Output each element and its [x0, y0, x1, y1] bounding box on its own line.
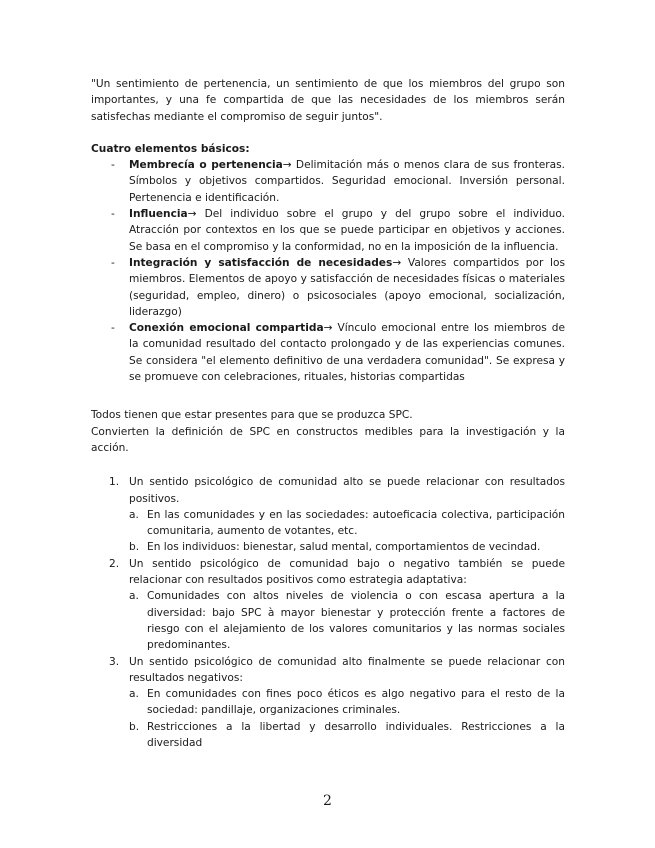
- list-item: [91, 157, 565, 206]
- sub-list-item: [129, 686, 565, 719]
- element-description: Del individuo sobre el grupo y del grupo sobre el individuo. Atracción por contextos en los que se puede participar en objetivos y acciones. Se basa en el compromiso y la conformidad, no en la imposición de la influencia.: [129, 208, 565, 253]
- sub-list: [129, 588, 565, 653]
- dash-bullet: -: [111, 208, 115, 221]
- list-item: [91, 556, 565, 654]
- sub-item-letter: a.: [129, 508, 139, 521]
- item-text: Un sentido psicológico de comunidad alto finalmente se puede relacionar con resultados negativos:: [129, 655, 565, 684]
- list-item: [91, 255, 565, 320]
- sub-item-letter: a.: [129, 590, 139, 603]
- arrow-glyph: →: [282, 159, 292, 172]
- paragraph-constructs: Convierten la definición de SPC en constructos medibles para la investigación y la acción.: [91, 425, 565, 454]
- list-item: [91, 474, 565, 555]
- item-text: Un sentido psicológico de comunidad bajo o negativo también se puede relacionar con resultados positivos como estrategia adaptativa:: [129, 557, 565, 587]
- element-term: Membrecía o pertenencia: [129, 159, 283, 172]
- element-term: Influencia: [129, 208, 188, 221]
- element-term: Integración y satisfacción de necesidades: [129, 256, 393, 269]
- sub-item-letter: a.: [129, 688, 139, 701]
- dash-bullet: -: [111, 322, 115, 335]
- sub-list: [129, 507, 565, 556]
- sub-item-text: Restricciones a la libertad y desarrollo individuales. Restricciones a la diversidad: [147, 720, 565, 749]
- arrow-glyph: →: [392, 256, 402, 269]
- sub-list-item: [129, 719, 565, 752]
- list-item: [91, 320, 565, 385]
- list-item: [91, 206, 565, 255]
- item-text: Un sentido psicológico de comunidad alto se puede relacionar con resultados positivos.: [129, 476, 565, 505]
- element-description: Valores compartidos por los miembros. Elementos de apoyo y satisfacción de necesidades físicas o materiales (seguridad, empleo, dinero) o psicosociales (apoyo emocional, socialización, liderazgo): [129, 256, 565, 318]
- element-description: Delimitación más o menos clara de sus fronteras. Símbolos y objetivos compartidos. Seguridad emocional. Inversión personal. Pertenencia e identificación.: [129, 159, 565, 204]
- sub-item-text: Comunidades con altos niveles de violencia o con escasa apertura a la diversidad: bajo SPC à mayor bienestar y protección frente a factores de riesgo con el alejamiento de los valores comunitarios y las normas sociales predominantes.: [147, 590, 565, 652]
- list-item: [91, 654, 565, 752]
- definition-quote: "Un sentimiento de pertenencia, un sentimiento de que los miembros del grupo son importantes, y una fe compartida de que las necesidades de los miembros serán satisfechas mediante el compromiso de seguir juntos".: [91, 78, 565, 123]
- elements-list: [91, 157, 565, 385]
- page-number: 2: [323, 793, 332, 809]
- sub-list-item: [129, 507, 565, 540]
- paragraph-presence: Todos tienen que estar presentes para que se produzca SPC.: [91, 409, 413, 422]
- element-term: Conexión emocional compartida: [129, 322, 324, 335]
- arrow-glyph: →: [187, 208, 197, 221]
- sub-item-text: En comunidades con fines poco éticos es algo negativo para el resto de la sociedad: pandillaje, organizaciones criminales.: [147, 688, 565, 717]
- element-description: Vínculo emocional entre los miembros de la comunidad resultado del contacto prolongado y de las experiencias comunes. Se considera "el elemento definitivo de una verdadera comunidad". Se expresa y se promueve con celebraciones, rituales, historias compartidas: [129, 322, 566, 384]
- arrow-glyph: →: [323, 322, 333, 335]
- sub-item-letter: b.: [129, 541, 140, 554]
- item-number: 1.: [109, 476, 120, 489]
- numbered-list: [91, 474, 565, 751]
- document-body: [91, 76, 565, 751]
- item-number: 2.: [109, 557, 120, 570]
- section-heading: Cuatro elementos básicos:: [91, 142, 250, 155]
- sub-list-item: [129, 539, 565, 555]
- item-number: 3.: [109, 655, 120, 668]
- sub-list-item: [129, 588, 565, 653]
- sub-item-text: En los individuos: bienestar, salud mental, comportamientos de vecindad.: [147, 541, 541, 554]
- sub-item-letter: b.: [129, 720, 140, 733]
- dash-bullet: -: [111, 256, 115, 269]
- dash-bullet: -: [111, 159, 115, 172]
- sub-list: [129, 686, 565, 751]
- sub-item-text: En las comunidades y en las sociedades: autoeficacia colectiva, participación comunitaria, aumento de votantes, etc.: [147, 508, 565, 538]
